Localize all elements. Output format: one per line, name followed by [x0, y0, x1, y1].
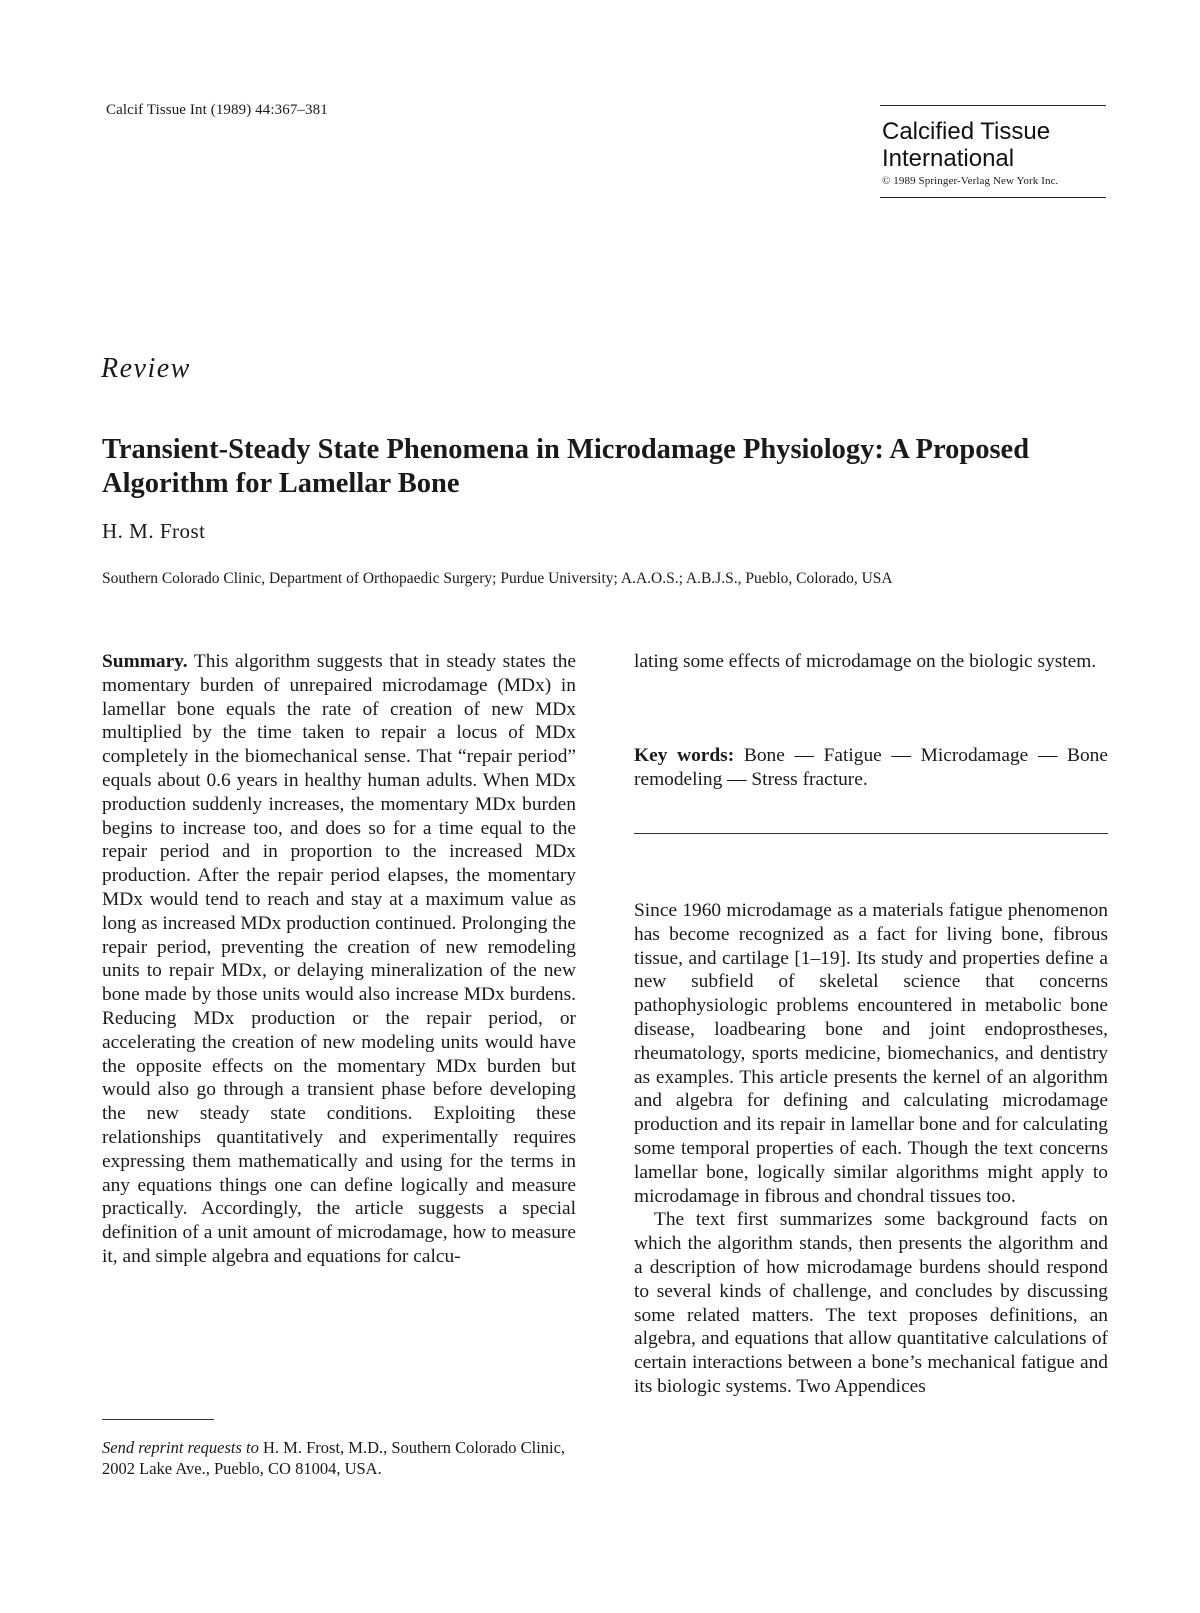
- body-paragraph-1: Since 1960 microdamage as a materials fatigue phenomenon has become recognized as a fact for living bone, fibrous tissue, and cartilage [1–19]. Its study and properties define a new subfield of skeletal science that concerns pathophysiologic problems encountered in metabolic bone disease, loadbearing bone and joint endoprostheses, rheumatology, sports medicine, biomechanics, and dentistry as examples. This article presents the kernel of an algorithm and algebra for defining and calculating microdamage production and its repair in lamellar bone and for calculating some temporal properties of each. Though the text concerns lamellar bone, logically similar algorithms might apply to microdamage in fibrous and chondral tissues too.: [634, 900, 1108, 1207]
- abstract-divider: [634, 833, 1108, 834]
- summary-continuation: lating some effects of microdamage on the biologic system.: [634, 651, 1097, 672]
- keywords-paragraph: [634, 744, 1108, 792]
- article-type-label: Review: [101, 353, 191, 384]
- footnote-label: Send reprint requests to: [102, 1438, 259, 1457]
- summary-paragraph: [102, 650, 576, 1269]
- body-paragraph-2: The text first summarizes some background facts on which the algorithm stands, then presents the algorithm and a description of how microdamage burdens should respond to several kinds of challenge, and concludes by discussing some related matters. The text proposes definitions, an algebra, and equations that allow quantitative calculations of certain interactions between a bone’s mechanical fatigue and its biologic systems. Two Appendices: [634, 1209, 1108, 1397]
- keywords-section: [634, 744, 1108, 792]
- journal-citation: Calcif Tissue Int (1989) 44:367–381: [106, 102, 328, 118]
- article-title: Transient-Steady State Phenomena in Microdamage Physiology: A Proposed Algorithm for Lamellar Bone: [102, 434, 1030, 499]
- journal-masthead: [880, 105, 1106, 198]
- summary-section: [102, 650, 576, 1269]
- summary-label: Summary.: [102, 651, 188, 672]
- copyright-notice: © 1989 Springer-Verlag New York Inc.: [882, 175, 1059, 187]
- article-author: H. M. Frost: [102, 519, 206, 543]
- body-section: [634, 899, 1108, 1399]
- summary-continuation-section: [634, 650, 1108, 674]
- keywords-label: Key words:: [634, 745, 735, 766]
- footnote-divider: [102, 1419, 214, 1420]
- keywords-text: Bone — Fatigue — Microdamage — Bone remodeling — Stress fracture.: [634, 745, 1108, 790]
- journal-name-line1: Calcified Tissue: [882, 118, 1051, 145]
- author-affiliation: Southern Colorado Clinic, Department of Orthopaedic Surgery; Purdue University; A.A.O.S.; A.B.J.S., Pueblo, Colorado, USA: [102, 570, 893, 587]
- reprint-footnote: [102, 1437, 582, 1479]
- journal-name-line2: International: [882, 145, 1015, 172]
- footnote-text: H. M. Frost, M.D., Southern Colorado Clinic, 2002 Lake Ave., Pueblo, CO 81004, USA.: [102, 1438, 566, 1478]
- summary-text: This algorithm suggests that in steady states the momentary burden of unrepaired microdamage (MDx) in lamellar bone equals the rate of creation of new MDx multiplied by the time taken to repair a locus of MDx completely in the biomechanical sense. That “repair period” equals about 0.6 years in healthy human adults. When MDx production suddenly increases, the momentary MDx burden begins to increase too, and does so for a time equal to the repair period and in proportion to the increased MDx production. After the repair period elapses, the momentary MDx would tend to reach and stay at a maximum value as long as increased MDx production continued. Prolonging the repair period, preventing the creation of new remodeling units to repair MDx, or delaying mineralization of the new bone made by those units would also increase MDx burdens. Reducing MDx production or the repair period, or accelerating the creation of new modeling units would have the opposite effects on the momentary MDx burden but would also go through a transient phase before developing the new steady state conditions. Exploiting these relationships quantitatively and experimentally requires expressing them mathematically and using for the terms in any equations things one can define logically and measure practically. Accordingly, the article suggests a special definition of a unit amount of microdamage, how to measure it, and simple algebra and equations for calcu-: [102, 651, 577, 1267]
